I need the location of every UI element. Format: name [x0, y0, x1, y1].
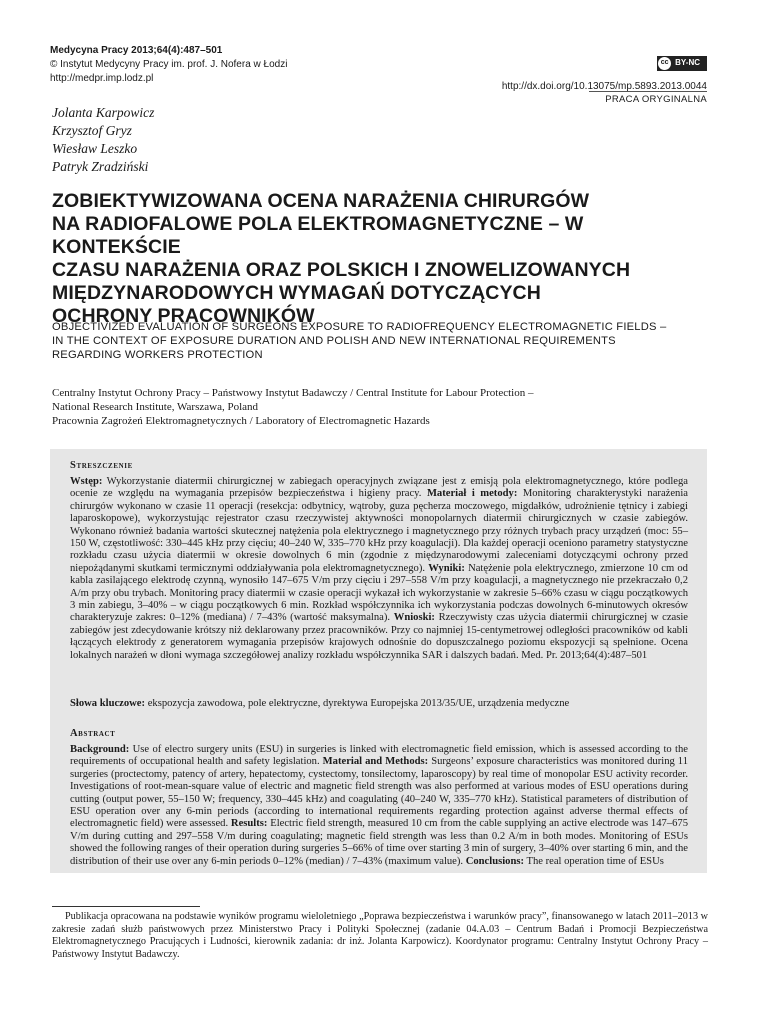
- article-type-label: PRACA ORYGINALNA: [589, 91, 707, 105]
- title-line: OCHRONY PRACOWNIKÓW: [52, 305, 315, 327]
- affiliation-line: Pracownia Zagrożeń Elektromagnetycznych / Laboratory of Electromagnetic Hazards: [52, 415, 430, 427]
- footnote-divider: [52, 906, 200, 907]
- journal-website-link[interactable]: http://medpr.imp.lodz.pl: [50, 73, 154, 84]
- streszczenie-text: Wstęp: Wykorzystanie diatermii chirurgicznej w zabiegach operacyjnych związane jest z emisją pola elektromagnetycznego, które podlega ocenie ze względu na wymagania przepisów bezpieczeństwa i higieny pracy. Materiał i metody: Monitoring charakterystyki narażenia chirurgów wykonano w czasie 11 operacji (resekcja: odbytnicy, wątroby, guza pęcherza moczowego, migdałków, udrożnienie tętnicy i zabiegi laparoskopowe), wykorzystując rejestrator czasu rzeczywistej aktywności monopolarnych diatermii chirurgicznych w czasie zabiegów. Wykonano również badania wartości skutecznej natężenia pola elektrycznego i magnetycznego przy różnych trybach pracy urządzeń (moc: 55–150 W, częstotliwość: 330–445 kHz przy cięciu; 40–240 W, 335–770 kHz przy koagulacji). Dla każdej operacji oceniono parametry statystyczne rozkładu czasu użycia diatermii w okresie dowolnych 6 min (zgodnie z międzynarodowymi zaleceniami dotyczącymi ochrony przed niepożądanymi skutkami termicznymi oddziaływania pola elektromagnetycznego). Wyniki: Natężenie pola elektrycznego, zmierzone 10 cm od kabla zasilającego elektrodę czynną, wynosiło 147–675 V/m przy cięciu i 297–558 V/m przy koagulacji, a magnetycznego nie przekraczało 0,2 A/m przy obu trybach. Monitoring pracy diatermii w czasie operacji wykazał ich wykorzystanie w zakresie 5–66% czasu w ciągu początkowych 3 min zabiegu, 3–40% – w ciągu początkowych 6 min. Rozkład współczynnika ich wykorzystania podczas dowolnych 6-minutowych okresów charakteryzuje zakres: 0–12% (mediana) / 7–43% (wartość maksymalna). Wnioski: Rzeczywisty czas użycia diatermii chirurgicznej w czasie zabiegów jest zdecydowanie krótszy niż deklarowany przez pracowników. Przy co najmniej 15-centymetrowej odległości pracowników od kabli łączących elektrody z generatorem wymagania przepisów krajowych odnośnie do dopuszczalnego poziomu ekspozycji są spełnione. Ocena lokalnych narażeń w dłoni wymaga szczegółowej analizy rozkładu współczynnika SAR i dalszych badań. Med. Pr. 2013;64(4):487–501: [70, 476, 689, 661]
- journal-header: [50, 44, 287, 86]
- author-list: [52, 104, 154, 176]
- abstract-text: Background: Use of electro surgery units (ESU) in surgeries is linked with electromagnetic field emission, which is assessed according to the requirements of occupational health and safety legislation. Material and Methods: Surgeons’ exposure characteristics was monitored during 11 surgeries (proctectomy, patency of artery, hepatectomy, cystectomy, tonsilectomy, laparoscopy) by real time of monopolar ESU activity recorder. Investigations of root-mean-square value of electric and magnetic field strength was also performed at various modes of ESU operations during cutting (output power, 55–150 W; frequency, 330–445 kHz) and coagulating (40–240 W, 335–770 kHz). Statistical parameters of distribution of ESU operation over any 6-min periods (according to international requirements regarding protection against adverse thermal effects of electromagnetic field) were assessed. Results: Electric field strength, measured 10 cm from the cable supplying an active electrode was 147–675 V/m during cutting and 297–558 V/m during coagulating; magnetic field strength was less than 0.2 A/m in both modes. Monitoring of ESUs showed the following ranges of their operation during surgeries 5–66% of time over starting 3 min of surgery, 3–40% over starting 6 min, and the distribution of their use over any 6-min periods 0–12% (median) / 7–43% (maximum value). Conclusions: The real operation time of ESUs: [70, 744, 689, 867]
- title-line: ZOBIEKTYWIZOWANA OCENA NARAŻENIA CHIRURGÓW: [52, 190, 590, 212]
- title-line: REGARDING WORKERS PROTECTION: [52, 349, 263, 361]
- author: Krzysztof Gryz: [52, 123, 132, 138]
- affiliation-line: National Research Institute, Warszawa, Poland: [52, 401, 259, 413]
- affiliation: [52, 386, 712, 428]
- doi-header: [502, 55, 707, 94]
- title-line: NA RADIOFALOWE POLA ELEKTROMAGNETYCZNE – W KONTEKŚCIE: [52, 213, 584, 258]
- title-polish: [52, 190, 712, 328]
- affiliation-line: Centralny Instytut Ochrony Pracy – Państwowy Instytut Badawczy / Central Institute for Labour Protection –: [52, 387, 534, 399]
- keywords-polish: Słowa kluczowe: ekspozycja zawodowa, pole elektryczne, dyrektywa Europejska 2013/35/UE, urządzenia medyczne: [70, 698, 570, 709]
- title-line: IN THE CONTEXT OF EXPOSURE DURATION AND POLISH AND NEW INTERNATIONAL REQUIREMENTS: [52, 335, 616, 347]
- publisher-line: © Instytut Medycyny Pracy im. prof. J. Nofera w Łodzi: [50, 59, 288, 70]
- funding-footnote: Publikacja opracowana na podstawie wyników programu wieloletniego „Poprawa bezpieczeństwa i warunków pracy”, finansowanego w latach 2011–2013 w zakresie zadań służb państwowych przez Ministerstwo Pracy i Polityki Społecznej (zadanie 04.A.03 – Centrum Badań i Promocji Bezpieczeństwa Elektromagnetycznego Pracujących i Ludności, kierownik zadania: dr inż. Jolanta Karpowicz). Koordynator programu: Centralny Instytut Ochrony Pracy – Państwowy Instytut Badawczy.: [52, 911, 708, 960]
- author: Wiesław Leszko: [52, 141, 138, 156]
- title-line: CZASU NARAŻENIA ORAZ POLSKICH I ZNOWELIZOWANYCH: [52, 259, 631, 281]
- creative-commons-icon: cc: [658, 57, 671, 70]
- title-line: MIĘDZYNARODOWYCH WYMAGAŃ DOTYCZĄCYCH: [52, 282, 541, 304]
- title-line: OBJECTIVIZED EVALUATION OF SURGEONS EXPOSURE TO RADIOFREQUENCY ELECTROMAGNETIC FIELDS –: [52, 321, 667, 333]
- license-badge[interactable]: cc BY-NC: [657, 56, 707, 71]
- streszczenie-heading: Streszczenie: [70, 460, 133, 471]
- author: Jolanta Karpowicz: [52, 105, 155, 120]
- title-english: [52, 320, 712, 362]
- author: Patryk Zradziński: [52, 159, 149, 174]
- abstract-heading: Abstract: [70, 728, 116, 739]
- journal-citation: Medycyna Pracy 2013;64(4):487–501: [50, 45, 223, 56]
- doi-link[interactable]: http://dx.doi.org/10.13075/mp.5893.2013.0044: [501, 80, 707, 92]
